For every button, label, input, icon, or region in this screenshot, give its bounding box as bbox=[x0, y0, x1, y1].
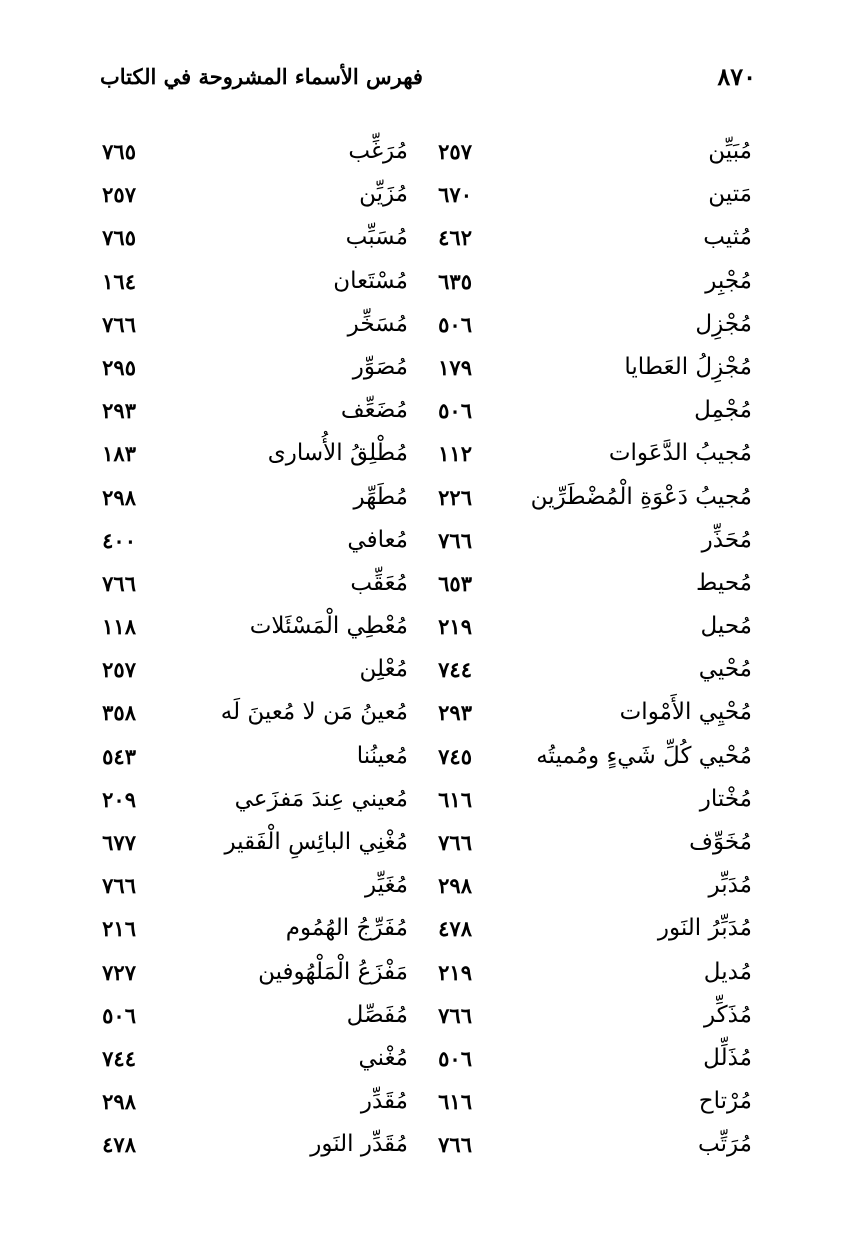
index-entry-name: مُخَوِّف bbox=[689, 829, 752, 855]
index-entry-page: ٧٤٥ bbox=[438, 743, 472, 769]
index-row bbox=[0, 1037, 848, 1080]
index-entry-page: ٣٥٨ bbox=[102, 700, 136, 726]
index-entry-page: ٢٩٨ bbox=[102, 1089, 136, 1115]
index-entry-page: ٥٠٦ bbox=[438, 311, 472, 337]
index-entry-page: ٧٦٥ bbox=[102, 139, 136, 164]
index-entry-name: مَتين bbox=[708, 181, 752, 208]
index-entry-page: ٢١٩ bbox=[438, 959, 472, 985]
index-entry-page: ٢٩٥ bbox=[102, 354, 136, 380]
index-entry-name: مُحَذِّر bbox=[701, 526, 752, 553]
index-entry-page: ٦٧٠ bbox=[438, 182, 472, 208]
index-entry-name: مُبَيِّن bbox=[708, 138, 752, 164]
index-row bbox=[0, 476, 848, 519]
index-entry-page: ٦٧٧ bbox=[102, 830, 136, 855]
index-entry-name: مُجْمِل bbox=[694, 397, 752, 424]
index-entry-page: ٧٤٤ bbox=[438, 657, 472, 683]
index-entry-page: ١٧٩ bbox=[438, 354, 472, 380]
index-entry-page: ٦١٦ bbox=[438, 786, 472, 812]
index-entry-page: ٢٢٦ bbox=[438, 484, 472, 510]
index-entry-name: مُحْيي كُلِّ شَيءٍ ومُميتُه bbox=[536, 742, 752, 769]
index-entry-name: مُغْنِي البائِسِ الْفَقير bbox=[224, 829, 408, 855]
index-row bbox=[0, 519, 848, 562]
index-entry-name: مُحْيِي الأَمْوات bbox=[619, 699, 752, 726]
index-entry-page: ٥٤٣ bbox=[102, 743, 136, 769]
index-entry-name: مُغْني bbox=[358, 1044, 408, 1071]
index-entry-name: مُدَبِّرُ النَور bbox=[657, 915, 752, 942]
index-entry-name: مُخْتار bbox=[699, 785, 752, 812]
index-entry-name: مُسَخِّر bbox=[347, 310, 408, 337]
index-row bbox=[0, 346, 848, 389]
index-entry-name: مُسْتَعان bbox=[333, 267, 408, 294]
index-row bbox=[0, 691, 848, 734]
index-row bbox=[0, 260, 848, 303]
index-row bbox=[0, 994, 848, 1037]
index-entry-page: ٢٩٨ bbox=[102, 484, 136, 510]
index-row bbox=[0, 864, 848, 907]
index-entry-page: ٢٥٧ bbox=[102, 182, 136, 208]
index-entry-name: مُفَصِّل bbox=[346, 1001, 408, 1028]
index-entry-name: مُصَوِّر bbox=[352, 353, 408, 380]
index-entry-name: مُجْبِر bbox=[705, 267, 752, 294]
index-row bbox=[0, 130, 848, 173]
index-entry-page: ٢٩٣ bbox=[438, 700, 472, 726]
index-entry-name: مُجيبُ دَعْوَةِ الْمُضْطَرِّين bbox=[530, 483, 752, 510]
index-entry-name: مُعينُنا bbox=[356, 742, 408, 769]
index-entry-page: ٢١٩ bbox=[438, 614, 472, 640]
running-title: فهرس الأسماء المشروحة في الكتاب bbox=[100, 63, 423, 89]
index-entry-page: ٤٧٨ bbox=[102, 1132, 136, 1158]
index-entry-name: مُحيل bbox=[700, 613, 752, 640]
index-entry-name: مُذَكِّر bbox=[703, 1001, 752, 1028]
index-entry-name: مُذَلِّل bbox=[703, 1044, 752, 1071]
index-entry-name: مُسَبِّب bbox=[345, 224, 408, 251]
index-entry-page: ٥٠٦ bbox=[438, 1045, 472, 1071]
index-row bbox=[0, 303, 848, 346]
index-entry-page: ٧٤٤ bbox=[102, 1045, 136, 1071]
index-row bbox=[0, 821, 848, 864]
index-entry-page: ١١٨ bbox=[102, 614, 136, 640]
index-entry-page: ٢٥٧ bbox=[438, 139, 472, 164]
index-entry-name: مُجْزِلُ العَطايا bbox=[624, 353, 752, 380]
index-entry-name: مُعافي bbox=[347, 526, 408, 553]
index-entry-name: مُعْطِي الْمَسْئَلات bbox=[249, 613, 408, 640]
index-entry-page: ٧٦٥ bbox=[102, 225, 136, 251]
index-entry-name: مُحْيي bbox=[698, 656, 752, 683]
index-entry-name: مُعيني عِندَ مَفزَعي bbox=[234, 785, 408, 812]
index-entry-name: مُعَقِّب bbox=[350, 569, 408, 596]
index-entry-name: مُطْلِقُ الأُسارى bbox=[267, 440, 408, 467]
index-entry-page: ٤٧٨ bbox=[438, 916, 472, 942]
index-entry-name: مُفَرِّجُ الهُمُوم bbox=[285, 915, 408, 942]
index-entry-page: ٤٦٢ bbox=[438, 225, 472, 251]
index-row bbox=[0, 648, 848, 691]
index-entry-page: ٦٥٣ bbox=[438, 570, 472, 596]
index-entry-page: ٧٢٧ bbox=[102, 959, 136, 985]
page-header bbox=[100, 56, 756, 96]
index-entry-page: ١١٢ bbox=[438, 441, 472, 467]
index-row bbox=[0, 778, 848, 821]
index-entry-name: مُقَدِّر bbox=[360, 1088, 408, 1115]
index-entry-name: مُثيب bbox=[703, 224, 752, 251]
index-entry-name: مُجيبُ الدَّعَوات bbox=[608, 440, 752, 467]
index-row bbox=[0, 735, 848, 778]
index-row bbox=[0, 1123, 848, 1166]
index-table bbox=[0, 130, 848, 1167]
index-entry-name: مُغَيِّر bbox=[364, 872, 408, 899]
index-entry-name: مُرَتِّب bbox=[698, 1131, 752, 1158]
index-entry-name: مُرَغِّب bbox=[348, 138, 408, 164]
index-entry-page: ١٦٤ bbox=[102, 268, 136, 294]
index-entry-name: مُعينُ مَن لا مُعينَ لَه bbox=[220, 699, 408, 726]
index-entry-name: مُجْزِل bbox=[695, 310, 752, 337]
index-entry-page: ٥٠٦ bbox=[102, 1002, 136, 1028]
index-entry-page: ٧٦٦ bbox=[438, 1002, 472, 1028]
index-entry-name: مَفْزَعُ الْمَلْهُوفين bbox=[258, 958, 408, 985]
index-row bbox=[0, 389, 848, 432]
index-row bbox=[0, 907, 848, 950]
index-entry-page: ٢٥٧ bbox=[102, 657, 136, 683]
index-entry-name: مُدَبِّر bbox=[708, 872, 752, 899]
index-entry-page: ٧٦٦ bbox=[438, 830, 472, 855]
index-row bbox=[0, 432, 848, 475]
index-entry-name: مُعْلِن bbox=[359, 656, 408, 683]
index-row bbox=[0, 562, 848, 605]
index-row bbox=[0, 216, 848, 259]
index-entry-page: ١٨٣ bbox=[102, 441, 136, 467]
index-entry-page: ٤٠٠ bbox=[102, 527, 136, 553]
index-entry-name: مُرْتاح bbox=[698, 1088, 752, 1115]
index-entry-page: ٧٦٦ bbox=[102, 873, 136, 899]
index-entry-page: ٦٣٥ bbox=[438, 268, 472, 294]
index-entry-page: ٥٠٦ bbox=[438, 398, 472, 424]
index-entry-page: ٧٦٦ bbox=[102, 311, 136, 337]
index-entry-page: ٢١٦ bbox=[102, 916, 136, 942]
index-row bbox=[0, 173, 848, 216]
index-entry-name: مُضَعِّف bbox=[340, 397, 408, 424]
index-entry-page: ٧٦٦ bbox=[438, 527, 472, 553]
index-entry-page: ٧٦٦ bbox=[102, 570, 136, 596]
index-row bbox=[0, 1080, 848, 1123]
index-row bbox=[0, 605, 848, 648]
index-entry-name: مُطَهِّر bbox=[353, 483, 408, 510]
index-row bbox=[0, 951, 848, 994]
index-entry-page: ٢٠٩ bbox=[102, 786, 136, 812]
index-entry-page: ٢٩٣ bbox=[102, 398, 136, 424]
index-entry-name: مُحيط bbox=[696, 569, 752, 596]
index-entry-name: مُقَدِّر النَور bbox=[310, 1131, 408, 1158]
index-entry-page: ٢٩٨ bbox=[438, 873, 472, 899]
index-entry-name: مُزَيِّن bbox=[359, 181, 408, 208]
index-entry-page: ٦١٦ bbox=[438, 1089, 472, 1115]
page-number: ٨٧٠ bbox=[717, 61, 756, 91]
index-entry-page: ٧٦٦ bbox=[438, 1132, 472, 1158]
index-entry-name: مُديل bbox=[703, 958, 752, 985]
